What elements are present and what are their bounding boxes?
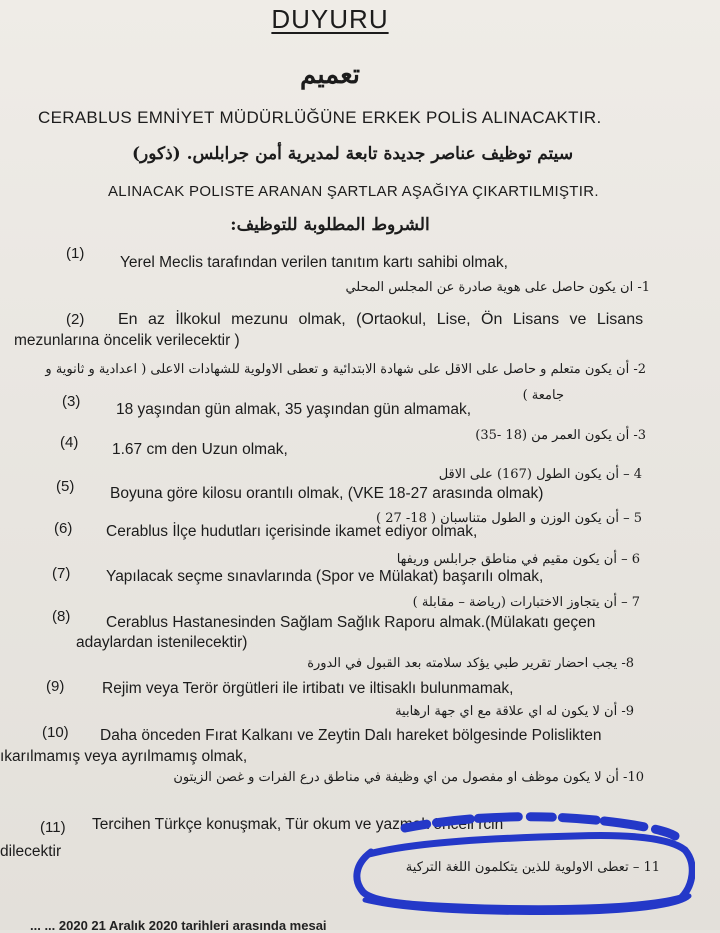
item-10-number: (10) — [42, 724, 69, 741]
item-4-text: 1.67 cm den Uzun olmak, — [112, 441, 288, 458]
item-6-arabic: 6 – أن يكون مقيم في مناطق جرابلس وريفها — [396, 552, 640, 567]
item-11-number: (11) — [40, 819, 66, 836]
item-2-arabic-line1: 2- أن يكون متعلم و حاصل على الاقل على شهادة الابتدائية و تعطى الاولوية للشهادات الاعلى ( اعدادية و ثانوية و — [45, 362, 646, 377]
item-5-arabic: 5 – أن يكون الوزن و الطول متناسبان ( 18- 27 ) — [376, 511, 642, 526]
item-6-number: (6) — [54, 520, 73, 537]
item-8-arabic: 8- يجب احضار تقرير طبي يؤكد سلامته بعد القبول في الدورة — [307, 656, 634, 671]
item-5-text: Boyuna göre kilosu orantılı olmak, (VKE 18-27 arasında olmak) — [110, 485, 544, 502]
document-title: DUYURU — [271, 4, 389, 34]
document-title-arabic: تعميم — [300, 60, 360, 90]
item-4-arabic: 4 – أن يكون الطول (167) على الاقل — [438, 467, 642, 482]
item-10-text-line2: ıkarılmamış veya ayrılmamış olmak, — [0, 748, 248, 765]
item-7-number: (7) — [52, 565, 71, 582]
item-10-arabic: 10- أن لا يكون موظف او مفصول من اي وظيفة في مناطق درع الفرات و غصن الزيتون — [173, 770, 644, 785]
headline-arabic: سيتم توظيف عناصر جديدة تابعة لمديرية أمن جرابلس. (ذكور) — [131, 144, 574, 164]
item-3-number: (3) — [62, 393, 81, 410]
item-11-text-line2: dilecektir — [0, 843, 62, 860]
item-8-text-line1: Cerablus Hastanesinden Sağlam Sağlık Raporu almak.(Mülakatı geçen — [106, 614, 596, 631]
item-10-text-line1: Daha önceden Fırat Kalkanı ve Zeytin Dalı hareket bölgesinde Polislikten — [100, 727, 602, 744]
item-3-text: 18 yaşından gün almak, 35 yaşından gün almamak, — [116, 401, 472, 418]
item-2-text-line2: mezunlarına öncelik verilecektir ) — [14, 332, 240, 349]
item-6-text: Cerablus İlçe hudutları içerisinde ikamet ediyor olmak, — [106, 523, 478, 540]
item-8-number: (8) — [52, 608, 71, 625]
subheading-arabic: الشروط المطلوبة للتوظيف: — [230, 215, 430, 235]
item-2-number: (2) — [66, 311, 85, 328]
subheading: ALINACAK POLISTE ARANAN ŞARTLAR AŞAĞIYA ÇIKARTILMIŞTIR. — [108, 183, 599, 200]
item-1-arabic: 1- ان يكون حاصل على هوية صادرة عن المجلس المحلي — [345, 280, 650, 295]
item-2-arabic-line2: جامعة ) — [522, 388, 564, 403]
item-11-arabic: 11 – تعطى الاولوية للذين يتكلمون اللغة التركية — [405, 860, 660, 875]
item-4-number: (4) — [60, 434, 79, 451]
item-9-number: (9) — [46, 678, 65, 695]
item-1-number: (1) — [66, 245, 85, 262]
item-8-text-line2: adaylardan istenilecektir) — [76, 634, 248, 651]
item-1-text: Yerel Meclis tarafından verilen tanıtım kartı sahibi olmak, — [120, 254, 508, 271]
item-9-arabic: 9- أن لا يكون له اي علاقة مع اي جهة ارهابية — [395, 704, 634, 719]
item-2-text-line1: En az İlkokul mezunu olmak, (Ortaokul, Lise, Ön Lisans ve Lisans — [118, 311, 644, 328]
item-9-text: Rejim veya Terör örgütleri ile irtibatı ve iltisaklı bulunmamak, — [102, 680, 514, 697]
item-11-text-line1: Tercihen Türkçe konuşmak, Tür okum ve yazmak önceli rcih — [92, 816, 504, 833]
item-7-text: Yapılacak seçme sınavlarında (Spor ve Mülakat) başarılı olmak, — [106, 568, 544, 585]
headline: CERABLUS EMNİYET MÜDÜRLÜĞÜNE ERKEK POLİS ALINACAKTIR. — [38, 108, 602, 127]
item-5-number: (5) — [56, 478, 75, 495]
item-7-arabic: 7 – أن يتجاوز الاختبارات (رياضة – مقابلة ) — [412, 595, 640, 610]
item-3-arabic: 3- أن يكون العمر من (18 -35) — [475, 428, 646, 443]
bottom-cut-text: ... ... 2020 21 Aralık 2020 tarihleri arasında mesai — [30, 918, 327, 933]
